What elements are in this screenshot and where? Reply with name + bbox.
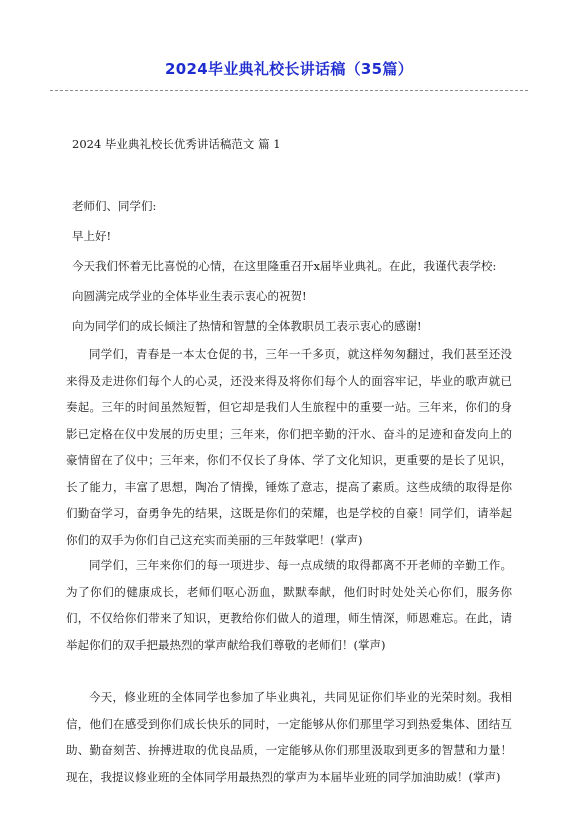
text-line-thanks: 向为同学们的成长倾注了热情和智慧的全体教职员工表示衷心的感谢! [72, 319, 422, 333]
document-title: 2024毕业典礼校长讲话稿（35篇） [164, 60, 414, 78]
paragraph-study-class: 今天，修业班的全体同学也参加了毕业典礼，共同见证你们毕业的光荣时刻。我相信，他们在感受到你们成长快乐的同时，一定能够从你们那里学习到热爱集体、团结互助、勤奋刻苦、拚搏进取的优良品质，一定能够从你们那里汲取到更多的智慧和力量！现在，我提议修业班的全体同学用最热烈的掌声为本届毕业班的同学加油助威！(掌声) [66, 690, 512, 784]
paragraph-teachers: 同学们，三年来你们的每一项进步、每一点成绩的取得都离不开老师的辛勤工作。为了你们的健康成长，老师们呕心沥血，默默奉献，他们时时处处关心你们，服务你们，不仅给你们带来了知识，更教给你们做人的道理，师生情深，师恩难忘。在此，请举起你们的双手把最热烈的掌声献给我们尊敬的老师们！(掌声) [66, 558, 512, 652]
section-heading: 2024 毕业典礼校长优秀讲话稿范文 篇 1 [72, 137, 281, 151]
text-line-opening: 今天我们怀着无比喜悦的心情，在这里隆重召开x届毕业典礼。在此，我谨代表学校: [72, 259, 497, 273]
title-divider [50, 90, 528, 91]
paragraph-youth: 同学们，青春是一本太仓促的书，三年一千多页，就这样匆匆翻过，我们甚至还没来得及走进你们每个人的心灵，还没来得及将你们每个人的面容牢记，毕业的歌声就已奏起。三年的时间虽然短暂，但它却是我们人生旅程中的重要一站。三年来，你们的身影已定格在仪中发展的历史里；三年来，你们把辛勤的汗水、奋斗的足迹和奋发向上的豪情留在了仪中；三年来，你们不仅长了身体、学了文化知识，更重要的是长了见识，长了能力，丰富了思想，陶冶了情操，锤炼了意志，提高了素质。这些成绩的取得是你们勤奋学习，奋勇争先的结果，这既是你们的荣耀，也是学校的自豪！同学们，请举起你们的双手为你们自己这充实而美丽的三年鼓掌吧！(掌声) [66, 347, 512, 547]
text-line-congrats: 向圆满完成学业的全体毕业生表示衷心的祝贺! [72, 289, 307, 303]
text-line-morning: 早上好! [72, 229, 112, 243]
text-line-greeting: 老师们、同学们: [72, 199, 157, 213]
